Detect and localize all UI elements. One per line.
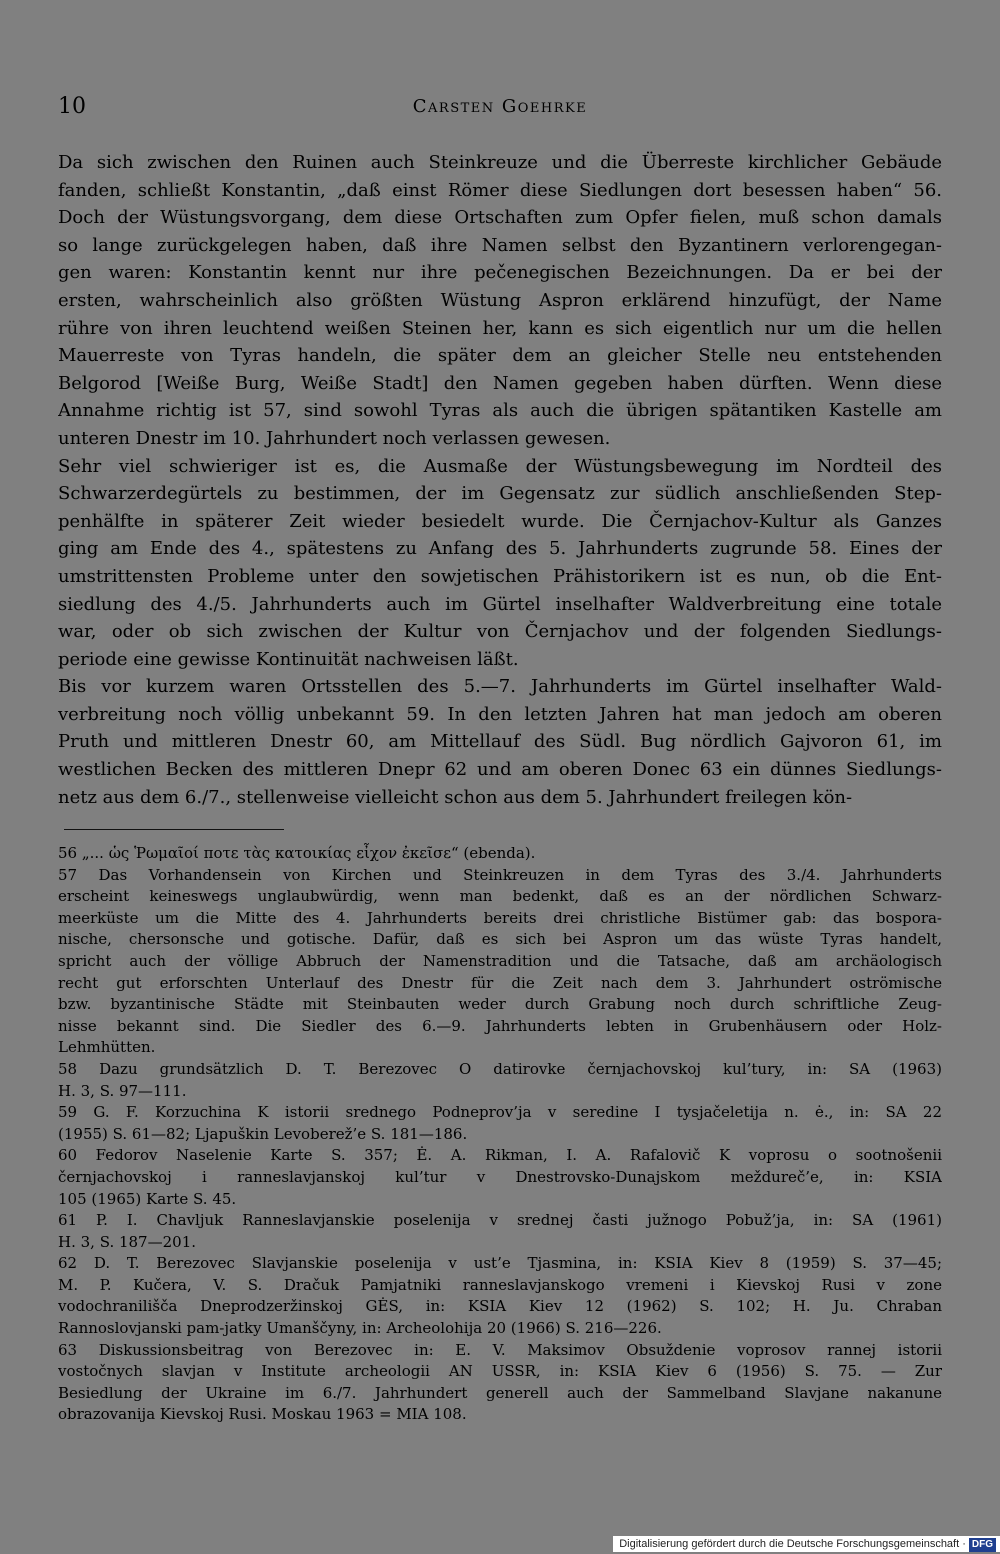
footnotes — [58, 843, 942, 1426]
footnote-line: meerküste um die Mitte des 4. Jahrhunderts bereits drei christliche Bistümer gab: das bospora- — [58, 908, 942, 927]
footnote-line: Rannoslovjanski pam-jatky Umanščyny, in: Archeolohija 20 (1966) S. 216—226. — [58, 1319, 662, 1338]
running-title: Carsten Goehrke — [412, 96, 588, 117]
footnote-line: Lehmhütten. — [58, 1038, 156, 1057]
body-line: war, oder ob sich zwischen der Kultur von Černjachov und der folgenden Siedlungs- — [58, 621, 942, 643]
footnote-line: spricht auch der völlige Abbruch der Namenstradition und die Tatsache, daß am archäologisch — [58, 951, 942, 970]
page-header — [58, 94, 942, 124]
footnote-line: obrazovanija Kievskoj Rusi. Moskau 1963 = MIA 108. — [58, 1405, 467, 1424]
body-line: periode eine gewisse Kontinuität nachweisen läßt. — [58, 648, 519, 670]
body-line: Bis vor kurzem waren Ortsstellen des 5.—7. Jahrhunderts im Gürtel inselhafter Wald- — [58, 676, 942, 698]
body-line: gen waren: Konstantin kennt nur ihre pečenegischen Bezeichnungen. Da er bei der — [58, 262, 942, 284]
footnote-line: (1955) S. 61—82; Ljapuškin Levoberež’e S. 181—186. — [58, 1124, 468, 1143]
footnote-line: 63 Diskussionsbeitrag von Berezovec in: E. V. Maksimov Obsuždenie voprosov rannej istorii — [58, 1340, 942, 1359]
body-line: verbreitung noch völlig unbekannt 59. In den letzten Jahren hat man jedoch am oberen — [58, 703, 942, 725]
body-line: so lange zurückgelegen haben, daß ihre Namen selbst den Byzantinern verlorengegan- — [58, 234, 942, 256]
footnote-line: M. P. Kučera, V. S. Dračuk Pamjatniki ranneslavjanskogo vremeni i Kievskoj Rusi v zone — [58, 1275, 942, 1294]
footnote-line: nische, chersonsche und gotische. Dafür, daß es sich bei Aspron um das wüste Tyras handelt, — [58, 930, 942, 949]
body-line: penhälfte in späterer Zeit wieder besiedelt wurde. Die Černjachov-Kultur als Ganzes — [58, 510, 942, 532]
body-line: Sehr viel schwieriger ist es, die Ausmaße der Wüstungsbewegung im Nordteil des — [58, 455, 942, 477]
credit-text: Digitalisierung gefördert durch die Deutsche Forschungsgemeinschaft · — [619, 1538, 966, 1550]
body-line: westlichen Becken des mittleren Dnepr 62 und am oberen Donec 63 ein dünnes Siedlungs- — [58, 759, 942, 781]
body-line: umstrittensten Probleme unter den sowjetischen Prähistorikern ist es nun, ob die Ent- — [58, 565, 942, 587]
footnote-line: 58 Dazu grundsätzlich D. T. Berezovec O datirovke černjachovskoj kul’tury, in: SA (1963) — [58, 1059, 942, 1078]
page-number: 10 — [58, 94, 86, 119]
dfg-logo: DFG — [969, 1538, 996, 1552]
footnote-line: H. 3, S. 97—111. — [58, 1081, 187, 1100]
body-line: Da sich zwischen den Ruinen auch Steinkreuze und die Überreste kirchlicher Gebäude — [58, 152, 942, 173]
footnote-line: černjachovskoj i ranneslavjanskoj kul’tur v Dnestrovsko-Dunajskom meždureč’e, in: KSIA — [58, 1167, 942, 1186]
body-line: netz aus dem 6./7., stellenweise vielleicht schon aus dem 5. Jahrhundert freilegen kön- — [58, 786, 853, 808]
footnote-line: 62 D. T. Berezovec Slavjanskie poselenija v ust’e Tjasmina, in: KSIA Kiev 8 (1959) S. 37—45; — [58, 1254, 942, 1273]
body-line: Schwarzerdegürtels zu bestimmen, der im Gegensatz zur südlich anschließenden Step- — [58, 483, 942, 505]
footnote-line: 56 „... ὡς Ῥωμαῖοί ποτε τὰς κατοικίας εἶχον ἐκεῖσε“ (ebenda). — [58, 844, 536, 862]
body-line: ging am Ende des 4., spätestens zu Anfang des 5. Jahrhunderts zugrunde 58. Eines der — [58, 538, 942, 560]
footnote-line: 105 (1965) Karte S. 45. — [58, 1189, 237, 1208]
footnote-line: bzw. byzantinische Städte mit Steinbauten weder durch Grabung noch durch schriftliche Zeug- — [58, 995, 942, 1014]
footnote-line: 57 Das Vorhandensein von Kirchen und Steinkreuzen in dem Tyras des 3./4. Jahrhunderts — [58, 865, 942, 884]
body-text — [58, 149, 942, 811]
footnote-line: 61 P. I. Chavljuk Ranneslavjanskie poselenija v srednej časti južnogo Pobuž’ja, in: SA (1961) — [58, 1211, 942, 1230]
footnote-separator — [64, 829, 284, 830]
body-line: Pruth und mittleren Dnestr 60, am Mittellauf des Südl. Bug nördlich Gajvoron 61, im — [58, 731, 942, 753]
body-line: ersten, wahrscheinlich also größten Wüstung Aspron erklärend hinzufügt, der Name — [58, 289, 942, 311]
footnote-line: 59 G. F. Korzuchina K istorii srednego Podneprov’ja v seredine I tysjačeletija n. ė., in: SA 22 — [58, 1103, 942, 1122]
body-line: Mauerreste von Tyras handeln, die später dem an gleicher Stelle neu entstehenden — [58, 345, 942, 367]
body-line: Annahme richtig ist 57, sind sowohl Tyras als auch die übrigen spätantiken Kastelle am — [58, 400, 942, 422]
body-line: fanden, schließt Konstantin, „daß einst Römer diese Siedlungen dort besessen haben“ 56. — [58, 179, 942, 201]
footnote-line: erscheint keineswegs unglaubwürdig, wenn man bedenkt, daß es an der nördlichen Schwarz- — [58, 887, 942, 906]
footnote-line: vostočnych slavjan v Institute archeologii AN USSR, in: KSIA Kiev 6 (1956) S. 75. — Zur — [58, 1362, 942, 1381]
body-line: unteren Dnestr im 10. Jahrhundert noch verlassen gewesen. — [58, 427, 611, 449]
digitization-credit — [613, 1536, 1000, 1552]
footnote-line: nisse bekannt sind. Die Siedler des 6.—9. Jahrhunderts lebten in Grubenhäusern oder Holz- — [58, 1016, 942, 1035]
footnote-line: H. 3, S. 187—201. — [58, 1232, 197, 1251]
body-line: Doch der Wüstungsvorgang, dem diese Ortschaften zum Opfer fielen, muß schon damals — [58, 207, 942, 229]
body-line: siedlung des 4./5. Jahrhunderts auch im Gürtel inselhafter Waldverbreitung eine totale — [58, 593, 942, 615]
body-line: Belgorod [Weiße Burg, Weiße Stadt] den Namen gegeben haben dürften. Wenn diese — [58, 372, 942, 394]
footnote-line: recht gut erforschten Unterlauf des Dnestr für die Zeit nach dem 3. Jahrhundert oströmische — [58, 973, 942, 992]
footnote-line: 60 Fedorov Naselenie Karte S. 357; Ė. A. Rikman, I. A. Rafalovič K voprosu o sootnošenii — [58, 1146, 942, 1165]
body-line: rühre von ihren leuchtend weißen Steinen her, kann es sich eigentlich nur um die hellen — [58, 317, 942, 339]
footnote-line: Besiedlung der Ukraine im 6./7. Jahrhundert generell auch der Sammelband Slavjane nakanune — [58, 1383, 942, 1402]
footnote-line: vodochranilišča Dneprodzeržinskoj GĖS, in: KSIA Kiev 12 (1962) S. 102; H. Ju. Chraban — [58, 1297, 942, 1316]
